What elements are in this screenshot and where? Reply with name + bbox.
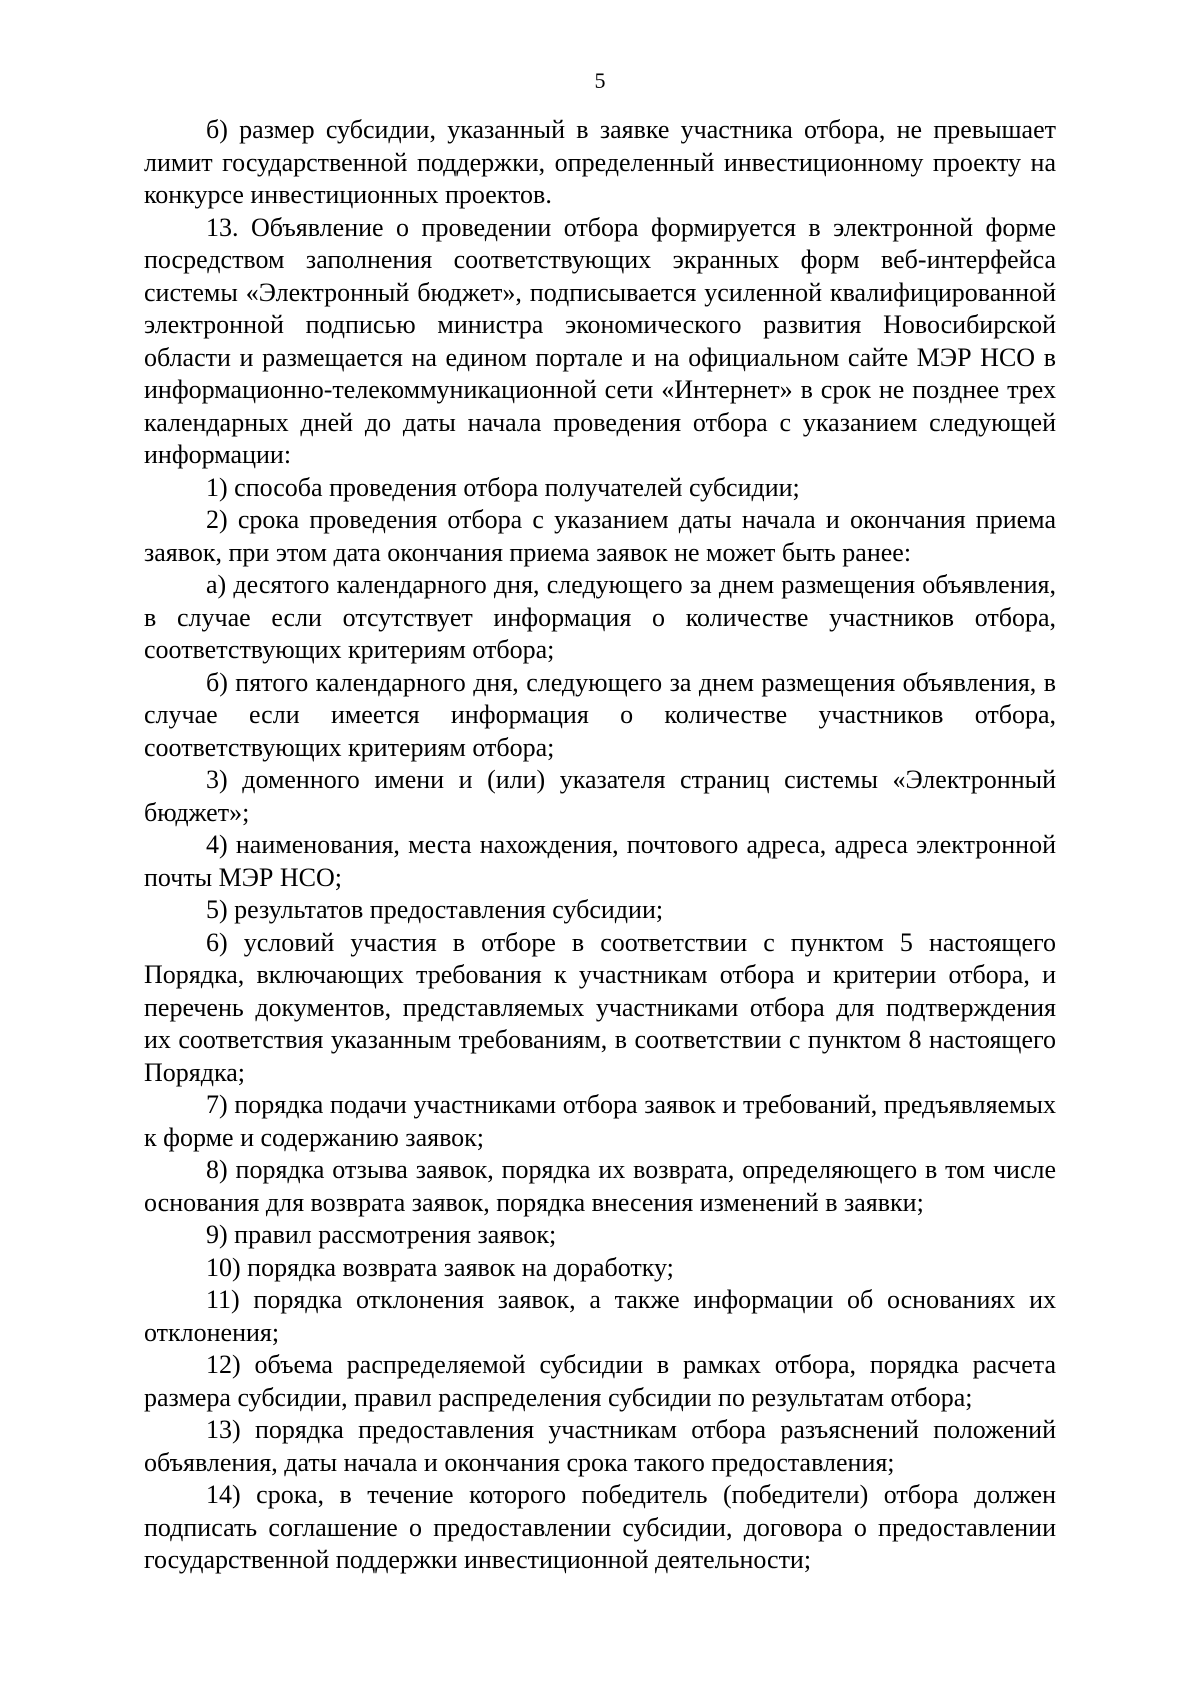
page-number: 5 <box>594 68 606 93</box>
list-item: 3) доменного имени и (или) указателя страниц системы «Электронный бюджет»; <box>144 765 1056 827</box>
list-item: 7) порядка подачи участниками отбора заявок и требований, предъявляемых к форме и содержанию заявок; <box>144 1090 1056 1152</box>
list-item: 12) объема распределяемой субсидии в рамках отбора, порядка расчета размера субсидии, правил распределения субсидии по результатам отбора; <box>144 1350 1056 1412</box>
list-item: 2) срока проведения отбора с указанием даты начала и окончания приема заявок, при этом дата окончания приема заявок не может быть ранее: <box>144 505 1056 567</box>
list-item: 1) способа проведения отбора получателей субсидии; <box>206 472 800 502</box>
list-item: 14) срока, в течение которого победитель (победители) отбора должен подписать соглашение о предоставлении субсидии, договора о предоставлении государственной поддержки инвестиционной деятельности; <box>144 1480 1056 1574</box>
list-item: 11) порядка отклонения заявок, а также информации об основаниях их отклонения; <box>144 1285 1056 1347</box>
list-item: 6) условий участия в отборе в соответствии с пунктом 5 настоящего Порядка, включающих требования к участникам отбора и критерии отбора, и перечень документов, представляемых участниками отбора для подтверждения их соответствия указанным требованиям, в соответствии с пунктом 8 настоящего Порядка; <box>144 927 1056 1087</box>
paragraph: б) размер субсидии, указанный в заявке участника отбора, не превышает лимит государственной поддержки, определенный инвестиционному проекту на конкурсе инвестиционных проектов. <box>144 115 1056 209</box>
list-item: 4) наименования, места нахождения, почтового адреса, адреса электронной почты МЭР НСО; <box>144 830 1056 892</box>
sub-list-item: б) пятого календарного дня, следующего за днем размещения объявления, в случае если имеется информация о количестве участников отбора, соответствующих критериям отбора; <box>144 667 1056 762</box>
paragraph: 13. Объявление о проведении отбора формируется в электронной форме посредством заполнения соответствующих экранных форм веб-интерфейса системы «Электронный бюджет», подписывается усиленной квалифицированной электронной подписью министра экономического развития Новосибирской области и размещается на едином портале и на официальном сайте МЭР НСО в информационно-телекоммуникационной сети «Интернет» в срок не позднее трех календарных дней до даты начала проведения отбора с указанием следующей информации: <box>144 212 1056 469</box>
list-item: 10) порядка возврата заявок на доработку; <box>206 1252 674 1282</box>
list-item: 9) правил рассмотрения заявок; <box>206 1220 557 1249</box>
list-item: 13) порядка предоставления участникам отбора разъяснений положений объявления, даты начала и окончания срока такого предоставления; <box>144 1415 1056 1477</box>
list-item: 8) порядка отзыва заявок, порядка их возврата, определяющего в том числе основания для возврата заявок, порядка внесения изменений в заявки; <box>144 1155 1056 1217</box>
list-item: 5) результатов предоставления субсидии; <box>206 895 664 924</box>
document-body <box>144 114 1056 1577</box>
sub-list-item: а) десятого календарного дня, следующего за днем размещения объявления, в случае если отсутствует информация о количестве участников отбора, соответствующих критериям отбора; <box>144 570 1056 664</box>
